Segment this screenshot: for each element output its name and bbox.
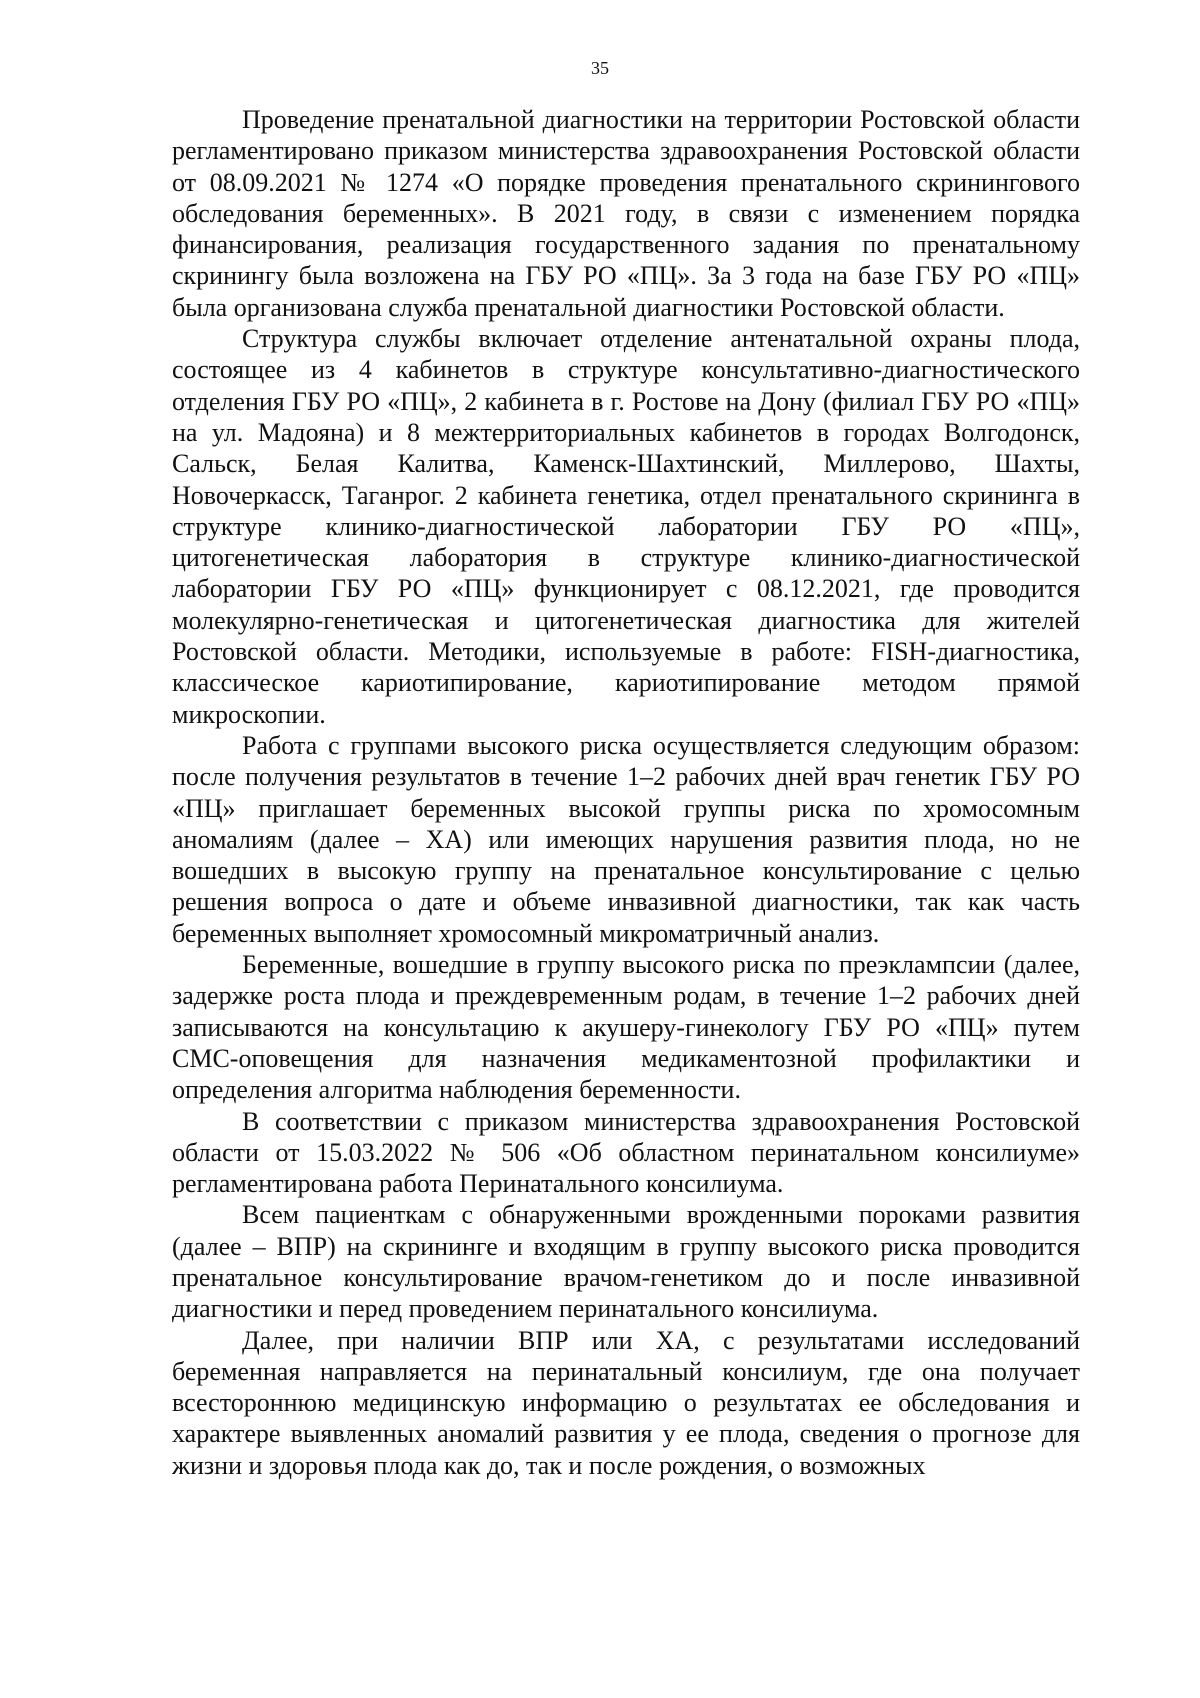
- document-body: [172, 104, 1080, 1481]
- paragraph-preeclampsia-risk: Беременные, вошедшие в группу высокого риска по преэклампсии (далее, задержке роста плода и преждевременным родам, в течение 1–2 рабочих дней записываются на консультацию к акушеру-гинекологу ГБУ РО «ПЦ» путем СМС-оповещения для назначения медикаментозной профилактики и определения алгоритма наблюдения беременности.: [172, 950, 1080, 1105]
- paragraph-service-structure: Структура службы включает отделение антенатальной охраны плода, состоящее из 4 кабинетов в структуре консультативно-диагностического отделения ГБУ РО «ПЦ», 2 кабинета в г. Ростове на Дону (филиал ГБУ РО «ПЦ» на ул. Мадояна) и 8 межтерриториальных кабинетов в городах Волгодонск, Сальск, Белая Калитва, Каменск-Шахтинский, Миллерово, Шахты, Новочеркасск, Таганрог. 2 кабинета генетика, отдел пренатального скрининга в структуре клинико-диагностической лаборатории ГБУ РО «ПЦ», цитогенетическая лаборатория в структуре клинико-диагностической лаборатории ГБУ РО «ПЦ» функционирует с 08.12.2021, где проводится молекулярно-генетическая и цитогенетическая диагностика для жителей Ростовской области. Методики, используемые в работе: FISH-диагностика, классическое кариотипирование, кариотипирование методом прямой микроскопии.: [172, 324, 1080, 729]
- paragraph-high-risk-groups: Работа с группами высокого риска осуществляется следующим образом: после получения результатов в течение 1–2 рабочих дней врач генетик ГБУ РО «ПЦ» приглашает беременных высокой группы риска по хромосомным аномалиям (далее – ХА) или имеющих нарушения развития плода, но не вошедших в высокую группу на пренатальное консультирование с целью решения вопроса о дате и объеме инвазивной диагностики, так как часть беременных выполняет хромосомный микроматричный анализ.: [172, 730, 1080, 948]
- paragraph-prenatal-diagnostics-regulation: Проведение пренатальной диагностики на территории Ростовской области регламентировано приказом министерства здравоохранения Ростовской области от 08.09.2021 № 1274 «О порядке проведения пренатального скринингового обследования беременных». В 2021 году, в связи с изменением порядка финансирования, реализация государственного задания по пренатальному скринингу была возложена на ГБУ РО «ПЦ». За 3 года на базе ГБУ РО «ПЦ» была организована служба пренатальной диагностики Ростовской области.: [172, 105, 1080, 322]
- paragraph-perinatal-council-order: В соответствии с приказом министерства здравоохранения Ростовской области от 15.03.2022 № 506 «Об областном перинатальном консилиуме» регламентирована работа Перинатального консилиума.: [172, 1106, 1080, 1199]
- page-number: 35: [591, 58, 609, 78]
- paragraph-congenital-defects-counseling: Всем пациенткам с обнаруженными врожденными пороками развития (далее – ВПР) на скрининге и входящим в группу высокого риска проводится пренатальное консультирование врачом-генетиком до и после инвазивной диагностики и перед проведением перинатального консилиума.: [172, 1200, 1080, 1324]
- paragraph-council-referral: Далее, при наличии ВПР или ХА, с результатами исследований беременная направляется на перинатальный консилиум, где она получает всестороннюю медицинскую информацию о результатах ее обследования и характере выявленных аномалий развития у ее плода, сведения о прогнозе для жизни и здоровья плода как до, так и после рождения, о возможных: [172, 1325, 1080, 1480]
